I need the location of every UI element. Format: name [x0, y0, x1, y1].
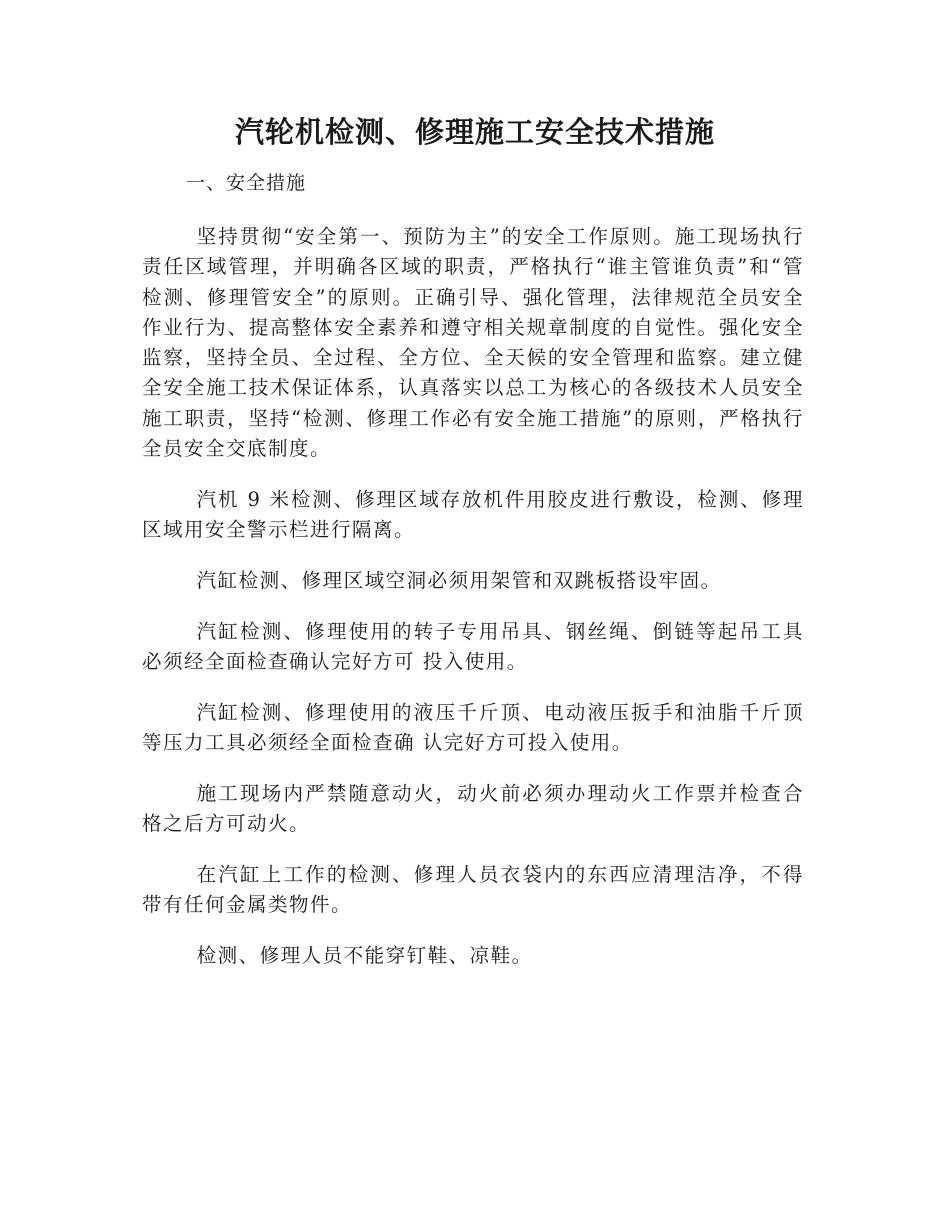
- section-heading: 一、安全措施: [186, 172, 307, 194]
- paragraph: 汽缸检测、修理区域空洞必须用架管和双跳板搭设牢固。: [196, 568, 722, 592]
- document-body: [142, 222, 804, 992]
- paragraph: 汽机 9 米检测、修理区域存放机件用胶皮进行敷设，检测、修理区域用安全警示栏进行隔离。: [142, 487, 804, 542]
- paragraph: 在汽缸上工作的检测、修理人员衣袋内的东西应清理洁净，不得带有任何金属类物件。: [142, 863, 804, 917]
- paragraph: 汽缸检测、修理使用的转子专用吊具、钢丝绳、倒链等起吊工具必须经全面检查确认完好方可 投入使用。: [142, 619, 804, 674]
- paragraph: 施工现场内严禁随意动火，动火前必须办理动火工作票并检查合格之后方可动火。: [142, 781, 804, 836]
- paragraph: 汽缸检测、修理使用的液压千斤顶、电动液压扳手和油脂千斤顶等压力工具必须经全面检查确 认完好方可投入使用。: [142, 700, 804, 755]
- paragraph: 坚持贯彻“安全第一、预防为主”的安全工作原则。施工现场执行责任区域管理，并明确各区域的职责，严格执行“谁主管谁负责”和“管检测、修理管安全”的原则。正确引导、强化管理，法律规范全员安全作业行为、提高整体安全素养和遵守相关规章制度的自觉性。强化安全监察，坚持全员、全过程、全方位、全天候的安全管理和监察。建立健全安全施工技术保证体系，认真落实以总工为核心的各级技术人员安全施工职责，坚持“检测、修理工作必有安全施工措施”的原则，严格执行全员安全交底制度。: [142, 225, 804, 461]
- paragraph: 检测、修理人员不能穿钉鞋、凉鞋。: [196, 944, 533, 968]
- document-title: 汽轮机检测、修理施工安全技术措施: [234, 115, 715, 149]
